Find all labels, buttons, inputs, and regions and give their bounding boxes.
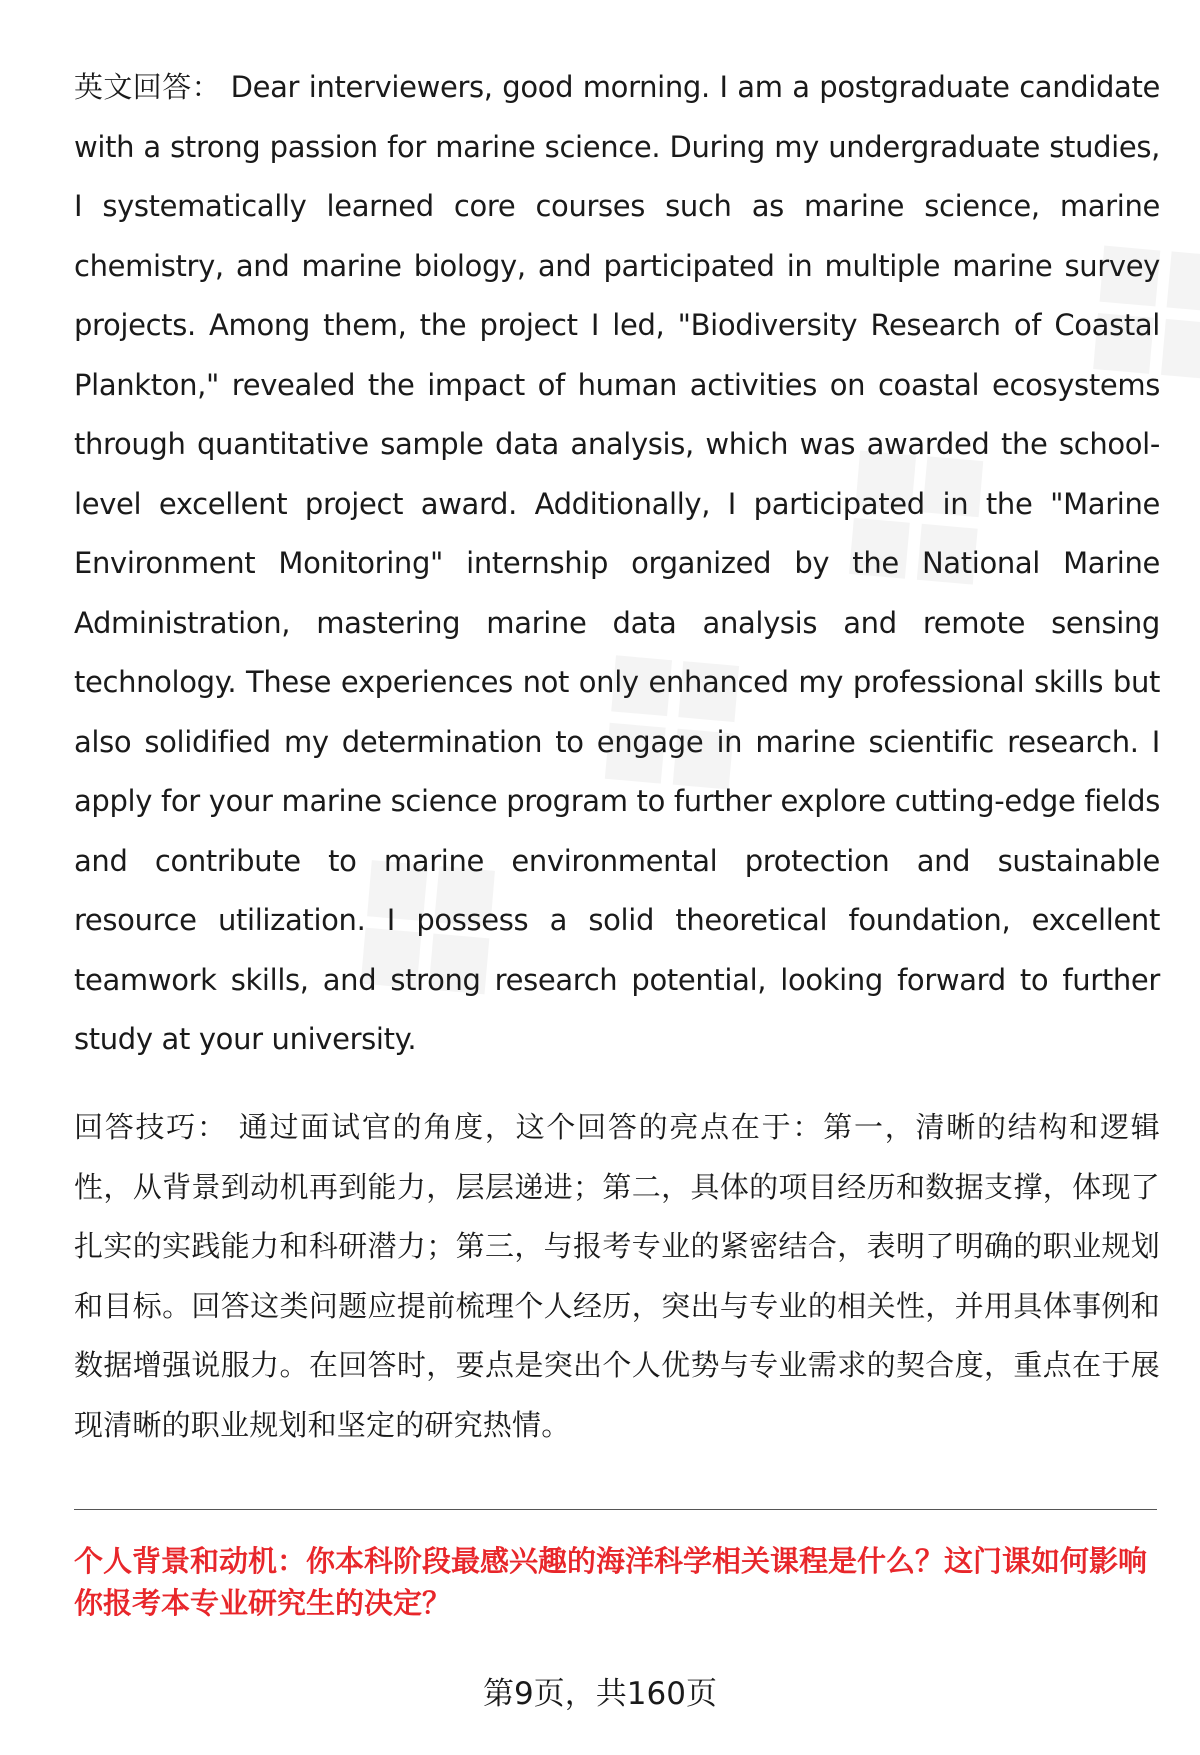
answer-tips-text: 通过面试官的角度，这个回答的亮点在于：第一，清晰的结构和逻辑性，从背景到动机再到能力，层层递进；第二，具体的项目经历和数据支撑，体现了扎实的实践能力和科研潜力；第三，与报考专业的紧密结合，表明了明确的职业规划和目标。回答这类问题应提前梳理个人经历，突出与专业的相关性，并用具体事例和数据增强说服力。在回答时，要点是突出个人优势与专业需求的契合度，重点在于展现清晰的职业规划和坚定的研究热情。 [74, 1110, 1160, 1442]
english-answer-text: Dear interviewers, good morning. I am a postgraduate candidate with a strong passion for marine science. During my undergraduate studies, I systematically learned core courses such as marine science, marine chemistry, and marine biology, and participated in multiple marine survey projects. Among them, the project I led, "Biodiversity Research of Coastal Plankton," revealed the impact of human activities on coastal ecosystems through quantitative sample data analysis, which was awarded the school-level excellent project award. Additionally, I participated in the "Marine Environment Monitoring" internship organized by the National Marine Administration, mastering marine data analysis and remote sensing technology. These experiences not only enhanced my professional skills but also solidified my determination to engage in marine scientific research. I apply for your marine science program to further explore cutting-edge fields and contribute to marine environmental protection and sustainable resource utilization. I possess a solid theoretical foundation, excellent teamwork skills, and strong research potential, looking forward to further study at your university. [74, 70, 1160, 1056]
answer-tips-gap [228, 1110, 239, 1144]
english-answer-gap [221, 70, 231, 104]
english-answer-label: 英文回答： [74, 70, 222, 104]
answer-tips-paragraph [74, 1098, 1160, 1455]
section-divider [74, 1509, 1157, 1510]
next-question-heading: 个人背景和动机：你本科阶段最感兴趣的海洋科学相关课程是什么？这门课如何影响你报考本专业研究生的决定？ [74, 1544, 1148, 1620]
page-number-footer: 第9页，共160页 [483, 1676, 717, 1712]
answer-tips-label: 回答技巧： [74, 1110, 228, 1144]
english-answer-paragraph [74, 58, 1160, 1070]
